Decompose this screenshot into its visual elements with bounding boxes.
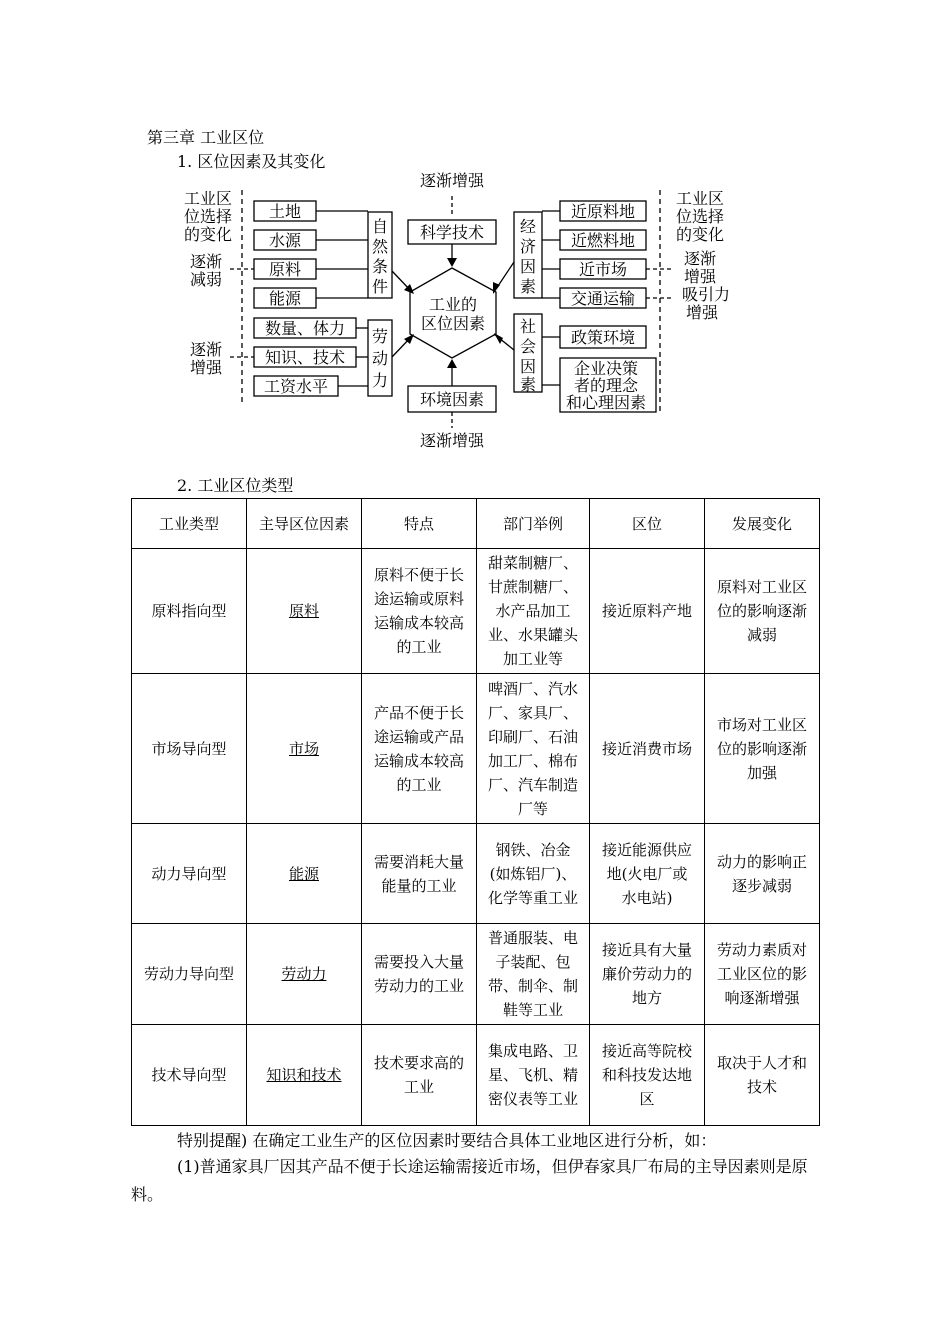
bottom-strengthen-label: 逐渐增强 <box>419 431 485 450</box>
cell-examples: 钢铁、冶金(如炼铝厂)、化学等重工业 <box>477 824 590 924</box>
section-title-types: 2. 工业区位类型 <box>177 476 294 495</box>
cell-lead-factor: 劳动力 <box>247 924 362 1025</box>
header-examples: 部门举例 <box>477 499 590 549</box>
economic-char1: 经 <box>519 217 537 236</box>
header-feature: 特点 <box>362 499 477 549</box>
science-label: 科学技术 <box>419 223 485 242</box>
cell-location: 接近原料产地 <box>590 549 705 674</box>
economic-char3: 因 <box>519 257 537 276</box>
table-row <box>132 924 820 1025</box>
attract-line1: 逐渐 <box>683 249 717 268</box>
cell-type: 技术导向型 <box>132 1025 247 1126</box>
cell-examples: 甜菜制糖厂、甘蔗制糖厂、水产品加工业、水果罐头加工业等 <box>477 549 590 674</box>
chapter-title: 第三章 工业区位 <box>147 128 265 147</box>
natural-item-land: 土地 <box>268 202 302 221</box>
top-strengthen-label: 逐渐增强 <box>419 171 485 190</box>
table-row <box>132 824 820 924</box>
economic-item-fuel: 近燃料地 <box>570 231 636 250</box>
natural-item-energy: 能源 <box>268 289 302 308</box>
cell-location: 接近消费市场 <box>590 674 705 824</box>
right-change-line2: 位选择 <box>675 207 725 226</box>
social-item-decision2: 者的理念 <box>573 376 639 395</box>
cell-lead-factor: 知识和技术 <box>247 1025 362 1126</box>
header-location: 区位 <box>590 499 705 549</box>
weaken-line2: 减弱 <box>189 270 223 289</box>
social-char3: 因 <box>519 357 537 376</box>
social-item-decision3: 和心理因素 <box>565 393 647 412</box>
table-row <box>132 674 820 824</box>
social-char2: 会 <box>519 337 537 356</box>
weaken-line1: 逐渐 <box>189 252 223 271</box>
cell-change: 市场对工业区位的影响逐渐加强 <box>705 674 820 824</box>
cell-type: 劳动力导向型 <box>132 924 247 1025</box>
cell-change: 劳动力素质对工业区位的影响逐渐增强 <box>705 924 820 1025</box>
table-row <box>132 549 820 674</box>
cell-feature: 需要消耗大量能量的工业 <box>362 824 477 924</box>
economic-char2: 济 <box>519 237 537 256</box>
cell-examples: 普通服装、电子装配、包带、制伞、制鞋等工业 <box>477 924 590 1025</box>
attract-line3: 吸引力 <box>681 285 731 304</box>
cell-feature: 技术要求高的工业 <box>362 1025 477 1126</box>
economic-char4: 素 <box>519 277 537 296</box>
left-change-line3: 的变化 <box>183 225 233 244</box>
strengthen-left-line2: 增强 <box>189 358 223 377</box>
natural-char3: 条 <box>371 257 389 276</box>
table-row <box>132 1025 820 1126</box>
labor-char1: 劳 <box>371 327 389 346</box>
attract-line2: 增强 <box>683 267 717 286</box>
center-label-line1: 工业的 <box>428 295 478 314</box>
natural-item-raw: 原料 <box>268 260 302 279</box>
natural-char1: 自 <box>371 217 389 236</box>
cell-lead-factor: 市场 <box>247 674 362 824</box>
right-change-line3: 的变化 <box>675 225 725 244</box>
cell-location: 接近高等院校和科技发达地区 <box>590 1025 705 1126</box>
labor-item-wage: 工资水平 <box>263 377 329 396</box>
left-change-line2: 位选择 <box>183 207 233 226</box>
cell-feature: 需要投入大量劳动力的工业 <box>362 924 477 1025</box>
strengthen-left-line1: 逐渐 <box>189 340 223 359</box>
cell-change: 原料对工业区位的影响逐渐减弱 <box>705 549 820 674</box>
environment-label: 环境因素 <box>419 390 485 409</box>
cell-examples: 啤酒厂、汽水厂、家具厂、印刷厂、石油加工厂、棉布厂、汽车制造厂等 <box>477 674 590 824</box>
natural-char4: 件 <box>371 277 389 296</box>
location-factors-diagram <box>0 0 950 470</box>
social-item-decision1: 企业决策 <box>573 359 639 378</box>
cell-lead-factor: 能源 <box>247 824 362 924</box>
social-char4: 素 <box>519 375 537 394</box>
labor-char3: 力 <box>371 371 389 390</box>
left-change-line1: 工业区 <box>183 189 233 208</box>
right-change-line1: 工业区 <box>675 189 725 208</box>
economic-item-raw: 近原料地 <box>570 202 636 221</box>
header-type: 工业类型 <box>132 499 247 549</box>
social-char1: 社 <box>519 317 537 336</box>
cell-location: 接近能源供应地(火电厂或水电站) <box>590 824 705 924</box>
cell-type: 市场导向型 <box>132 674 247 824</box>
labor-item-knowledge: 知识、技术 <box>264 348 346 367</box>
cell-change: 动力的影响正逐步减弱 <box>705 824 820 924</box>
note-paragraph: 特别提醒) 在确定工业生产的区位因素时要结合具体工业地区进行分析，如： <box>177 1131 717 1150</box>
labor-item-quantity: 数量、体力 <box>264 319 346 338</box>
natural-item-water: 水源 <box>268 231 302 250</box>
cell-feature: 产品不便于长途运输或产品运输成本较高的工业 <box>362 674 477 824</box>
attract-line4: 增强 <box>685 303 719 322</box>
cell-type: 原料指向型 <box>132 549 247 674</box>
center-label-line2: 区位因素 <box>420 314 486 333</box>
cell-change: 取决于人才和技术 <box>705 1025 820 1126</box>
cell-examples: 集成电路、卫星、飞机、精密仪表等工业 <box>477 1025 590 1126</box>
header-lead-factor: 主导区位因素 <box>247 499 362 549</box>
table-header-row <box>132 499 820 549</box>
labor-char2: 动 <box>371 349 389 368</box>
cell-location: 接近具有大量廉价劳动力的地方 <box>590 924 705 1025</box>
cell-type: 动力导向型 <box>132 824 247 924</box>
economic-item-transport: 交通运输 <box>570 289 636 308</box>
section-title-factors: 1. 区位因素及其变化 <box>177 152 326 171</box>
example-paragraph: (1)普通家具厂因其产品不便于长途运输需接近市场，但伊春家具厂布局的主导因素则是原料。 <box>131 1157 808 1204</box>
cell-feature: 原料不便于长途运输或原料运输成本较高的工业 <box>362 549 477 674</box>
natural-char2: 然 <box>371 237 389 256</box>
cell-lead-factor: 原料 <box>247 549 362 674</box>
social-item-policy: 政策环境 <box>570 328 636 347</box>
industry-types-table <box>131 498 820 1126</box>
economic-item-market: 近市场 <box>578 260 628 279</box>
header-change: 发展变化 <box>705 499 820 549</box>
